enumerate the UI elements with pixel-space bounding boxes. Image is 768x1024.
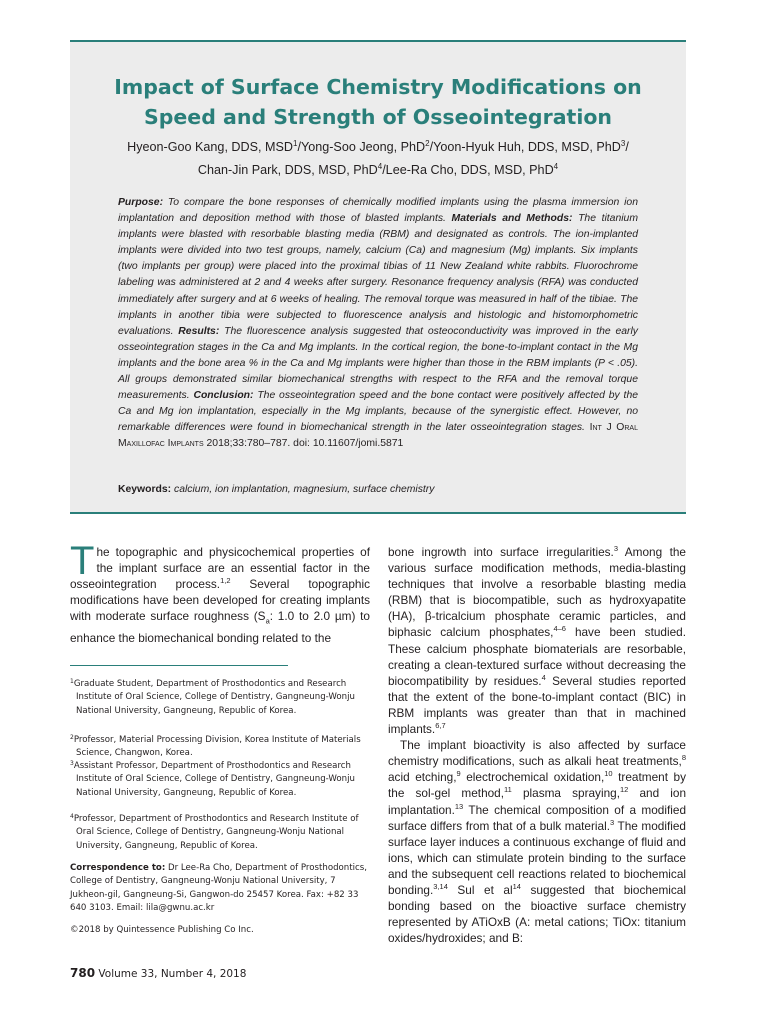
body-text: have been studied. These calcium phosphate biomaterials are resorbable, creating a clean-textured surface without decreasing the biocompatibility by residues. xyxy=(388,625,686,688)
correspondence-text: Dr Lee-Ra Cho, Department of Prosthodontics, College of Dentistry, Gangneung-Wonju National University, 7 Jukheon-gil, Gangneung-Si, Gangwon-do 25457 Korea. Fax: +82 33 640 3103. Email: lila@gwnu.ac.kr xyxy=(70,863,367,913)
footnote-divider xyxy=(70,665,288,666)
citation-mark: 8 xyxy=(681,753,686,763)
body-text: acid etching, xyxy=(388,770,457,785)
journal-name: Int J Oral Maxillofac Implants xyxy=(118,422,638,450)
affiliation-mark: 4 xyxy=(553,162,559,171)
author-name: Hyeon-Goo Kang, DDS, MSD xyxy=(127,140,294,154)
body-text: electrochemical oxidation, xyxy=(460,770,605,785)
keywords-label: Keywords: xyxy=(118,484,172,495)
footnote-1 xyxy=(70,675,376,718)
citation-mark: 9 xyxy=(456,769,461,779)
footnote-text: Assistant Professor, Department of Prosthodontics and Research Institute of Oral Science, College of Dentistry, Gangneung-Wonju National University, Gangneung, Republic of Korea. xyxy=(73,761,355,798)
body-text: Among the various surface modification methods, media-blasting techniques that involve a resorbable blasting media (RBM) that is biocompatible, such as hydroxyapatite (HA), β-tricalcium phosphate ceramic particles, and biphasic calcium phosphates, xyxy=(388,545,686,640)
citation-mark: 13 xyxy=(454,801,464,811)
citation-mark: 3,14 xyxy=(433,881,448,891)
purpose-label: Purpose: xyxy=(118,197,164,208)
author-name: /Yong-Soo Jeong, PhD xyxy=(297,140,426,154)
keywords xyxy=(118,484,638,495)
citation-mark: 10 xyxy=(604,769,613,779)
citation: 2018;33:780–787. doi: 10.11607/jomi.5871 xyxy=(203,438,404,450)
results-text: The fluorescence analysis suggested that osteoconductivity was improved in the early osseointegration stages in the Ca and Mg implants. In the cortical region, the bone-to-implant contact in the Mg implants and the bone area % in the Ca and Mg implants were higher than those in the RBM implants (P < .05). All groups demonstrated similar biomechanical strengths with respect to the RFA and the removal torque measurements. xyxy=(118,325,638,402)
body-paragraph xyxy=(388,544,686,737)
keywords-text: calcium, ion implantation, magnesium, surface chemistry xyxy=(171,484,435,495)
author-separator: / xyxy=(625,140,629,154)
page-number: 780 xyxy=(70,966,96,980)
body-text: treatment by the sol-gel method, xyxy=(388,770,686,801)
footnote-4 xyxy=(70,810,376,853)
body-text: : 1.0 to 2.0 µm) to enhance the biomechanical bonding related to the xyxy=(70,609,370,645)
affiliation-mark: 3 xyxy=(620,139,626,148)
citation-mark: 14 xyxy=(512,881,521,891)
citation-mark: 4 xyxy=(541,672,546,682)
footnote-3 xyxy=(70,757,376,800)
body-text: he topographic and physicochemical properties of the implant surface are an essential factor in the osseointegration process. xyxy=(70,545,370,592)
conclusion-text: The osseointegration speed and the bone contact were positively affected by the Ca and Mg ion implantation, especially in the Mg implants, because of the synergistic effect. However, no remarkable differences were found in biomechanical strength in the later osseointegration stages. xyxy=(118,390,638,434)
affiliation-mark: 1 xyxy=(293,139,298,148)
purpose-text: To compare the bone responses of chemically modified implants using the plasma immersion ion implantation and deposition method with those of blasted implants. xyxy=(118,197,638,225)
correspondence-label: Correspondence to: xyxy=(70,863,166,873)
abstract xyxy=(118,195,638,453)
footnote-mark: 1 xyxy=(70,678,74,685)
affiliation-mark: 4 xyxy=(377,162,383,171)
citation-mark: 3 xyxy=(610,817,615,827)
author-name: /Lee-Ra Cho, DDS, MSD, PhD xyxy=(382,163,554,177)
citation-mark: 4–6 xyxy=(553,624,566,634)
body-text: Sul et al xyxy=(447,882,513,897)
results-label: Results: xyxy=(178,325,220,337)
title-line-1: Impact of Surface Chemistry Modifications on xyxy=(114,75,642,99)
body-text: bone ingrowth into surface irregularities. xyxy=(388,545,614,559)
body-text: Several topographic modifications have been developed for creating implants with moderate surface roughness (S xyxy=(70,577,370,624)
body-text: plasma spraying, xyxy=(511,786,620,801)
citation-mark: 1,2 xyxy=(220,576,231,586)
citation-mark: 11 xyxy=(504,785,512,795)
citation-mark: 12 xyxy=(619,785,629,795)
right-column xyxy=(388,544,686,946)
methods-label: Materials and Methods: xyxy=(451,213,573,225)
author-name: Chan-Jin Park, DDS, MSD, PhD xyxy=(197,163,378,177)
body-text: The chemical composition of a modified surface differs from that of a bulk material. xyxy=(388,802,686,833)
correspondence xyxy=(70,862,370,915)
author-list xyxy=(70,134,686,180)
copyright: ©2018 by Quintessence Publishing Co Inc. xyxy=(70,925,254,935)
body-text: The implant bioactivity is also affected by surface chemistry modifications, such as alkali heat treatments, xyxy=(388,738,686,769)
footnote-mark: 2 xyxy=(70,734,74,741)
footnote-text: Professor, Department of Prosthodontics and Research Institute of Oral Science, College of Dentistry, Gangneung-Wonju National University, Gangneung, Republic of Korea. xyxy=(73,814,359,851)
intro-paragraph xyxy=(70,539,370,646)
subscript: a xyxy=(265,616,270,626)
article-title xyxy=(70,72,686,132)
body-text: Several studies reported that the extent of the bone-to-implant contact (BIC) in RBM implants was greater than that in machined implants. xyxy=(388,673,686,737)
footnote-mark: 4 xyxy=(70,813,74,820)
body-text: and ion implantation. xyxy=(388,786,687,817)
drop-cap: T xyxy=(70,539,95,583)
title-line-2: Speed and Strength of Osseointegration xyxy=(143,105,613,129)
footnote-text: Professor, Material Processing Division, Korea Institute of Materials Science, Changwon, Korea. xyxy=(73,735,361,759)
body-paragraph xyxy=(388,737,686,946)
footnote-text: Graduate Student, Department of Prosthodontics and Research Institute of Oral Science, College of Dentistry, Gangneung-Wonju National University, Gangneung, Republic of Korea. xyxy=(73,679,355,716)
methods-text: The titanium implants were blasted with resorbable blasting media (RBM) and designated as controls. The ion-implanted implants were divided into two test groups, namely, calcium (Ca) and magnesium (Mg) implants. Six implants (two implants per group) were placed into the proximal tibias of 11 New Zealand white rabbits. Fluorochrome labeling was administered at 2 and 4 weeks after surgery. Resonance frequency analysis (RFA) was conducted immediately after surgery and at 6 weeks of healing. The removal torque was measured in half of the tibiae. The implants in another tibia were subjected to fluorescence analysis and histologic and histomorphometric evaluations. xyxy=(118,213,638,337)
page-footer xyxy=(70,966,246,980)
citation-mark: 3 xyxy=(613,544,618,553)
affiliation-mark: 2 xyxy=(425,139,430,148)
body-text: The modified surface layer induces a continuous exchange of fluid and ions, which can stimulate protein binding to the surface and the subsequent cell reactions related to biochemical bonding. xyxy=(388,818,686,897)
author-name: /Yoon-Hyuk Huh, DDS, MSD, PhD xyxy=(429,140,621,154)
issue-info: Volume 33, Number 4, 2018 xyxy=(95,968,247,980)
citation-mark: 6,7 xyxy=(435,721,446,731)
body-text: suggested that biochemical bonding based on the bioactive surface chemistry represented by ATiOxB (A: metal cations; TiOx: titanium oxides/hydroxides; and B: xyxy=(388,882,686,946)
conclusion-label: Conclusion: xyxy=(193,390,254,402)
footnote-mark: 3 xyxy=(70,760,74,767)
